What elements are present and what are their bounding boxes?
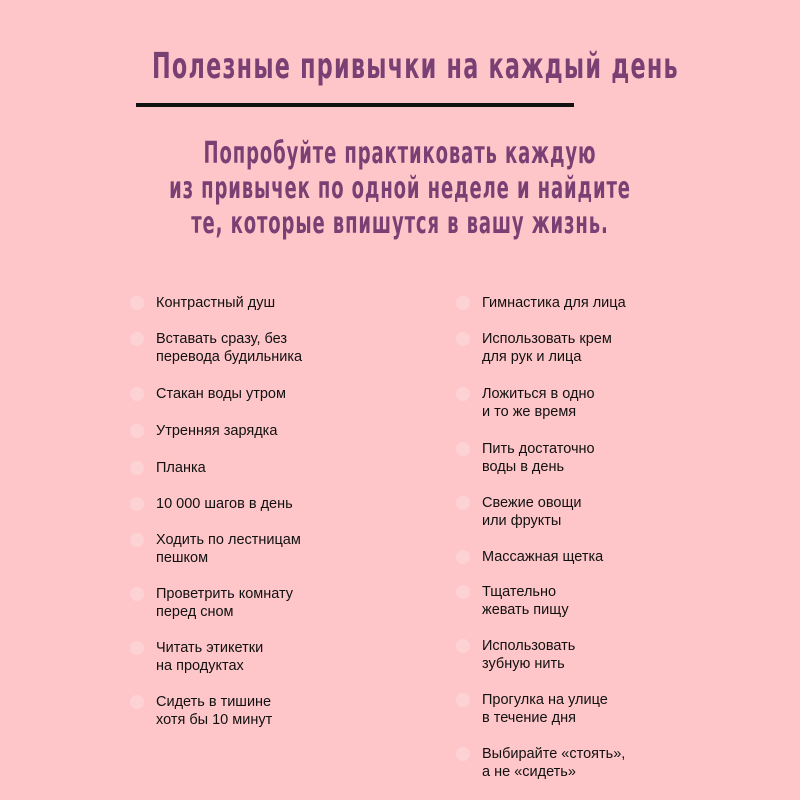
habit-label: Сидеть в тишине хотя бы 10 минут: [156, 694, 273, 728]
bullet-icon: [456, 639, 470, 653]
bullet-icon: [456, 296, 470, 310]
bullet-icon: [130, 641, 144, 655]
bullet-icon: [456, 332, 470, 346]
bullet-icon: [130, 497, 144, 511]
habit-label: Использовать зубную нить: [482, 638, 576, 672]
bullet-icon: [456, 442, 470, 456]
bullet-icon: [130, 387, 144, 401]
bullet-icon: [130, 587, 144, 601]
habit-label: Проветрить комнату перед сном: [156, 586, 294, 620]
habit-label: Пить достаточно воды в день: [482, 441, 595, 475]
bullet-icon: [130, 332, 144, 346]
bullet-icon: [456, 693, 470, 707]
habit-label: Планка: [156, 460, 206, 476]
habit-label: Читать этикетки на продуктах: [156, 640, 264, 674]
habit-label: Массажная щетка: [482, 549, 604, 565]
bullet-icon: [456, 550, 470, 564]
bullet-icon: [130, 533, 144, 547]
subtitle-line: те, которые впишутся в вашу жизнь.: [191, 206, 609, 241]
habit-label: Ложиться в одно и то же время: [482, 386, 595, 420]
habit-label: Ходить по лестницам пешком: [156, 532, 301, 566]
habit-label: Стакан воды утром: [156, 386, 286, 402]
title-underline: [136, 103, 574, 107]
subtitle: [0, 136, 800, 241]
subtitle-line: из привычек по одной неделе и найдите: [169, 171, 631, 206]
bullet-icon: [456, 747, 470, 761]
bullet-icon: [456, 585, 470, 599]
habit-label: Выбирайте «стоять», а не «сидеть»: [482, 746, 626, 780]
habit-label: Использовать крем для рук и лица: [482, 331, 612, 365]
habit-label: Свежие овощи или фрукты: [482, 495, 582, 529]
habit-label: Контрастный душ: [156, 295, 276, 311]
habit-label: Прогулка на улице в течение дня: [482, 692, 608, 726]
habit-label: Гимнастика для лица: [482, 295, 626, 311]
bullet-icon: [130, 296, 144, 310]
page-title: Полезные привычки на каждый день: [152, 46, 679, 87]
bullet-icon: [130, 461, 144, 475]
bullet-icon: [130, 695, 144, 709]
habit-label: 10 000 шагов в день: [156, 496, 293, 512]
habit-label: Утренняя зарядка: [156, 423, 278, 439]
habit-label: Тщательно жевать пищу: [482, 584, 569, 618]
habit-label: Вставать сразу, без перевода будильника: [156, 331, 303, 365]
bullet-icon: [456, 496, 470, 510]
subtitle-line: Попробуйте практиковать каждую: [203, 136, 597, 171]
bullet-icon: [130, 424, 144, 438]
bullet-icon: [456, 387, 470, 401]
